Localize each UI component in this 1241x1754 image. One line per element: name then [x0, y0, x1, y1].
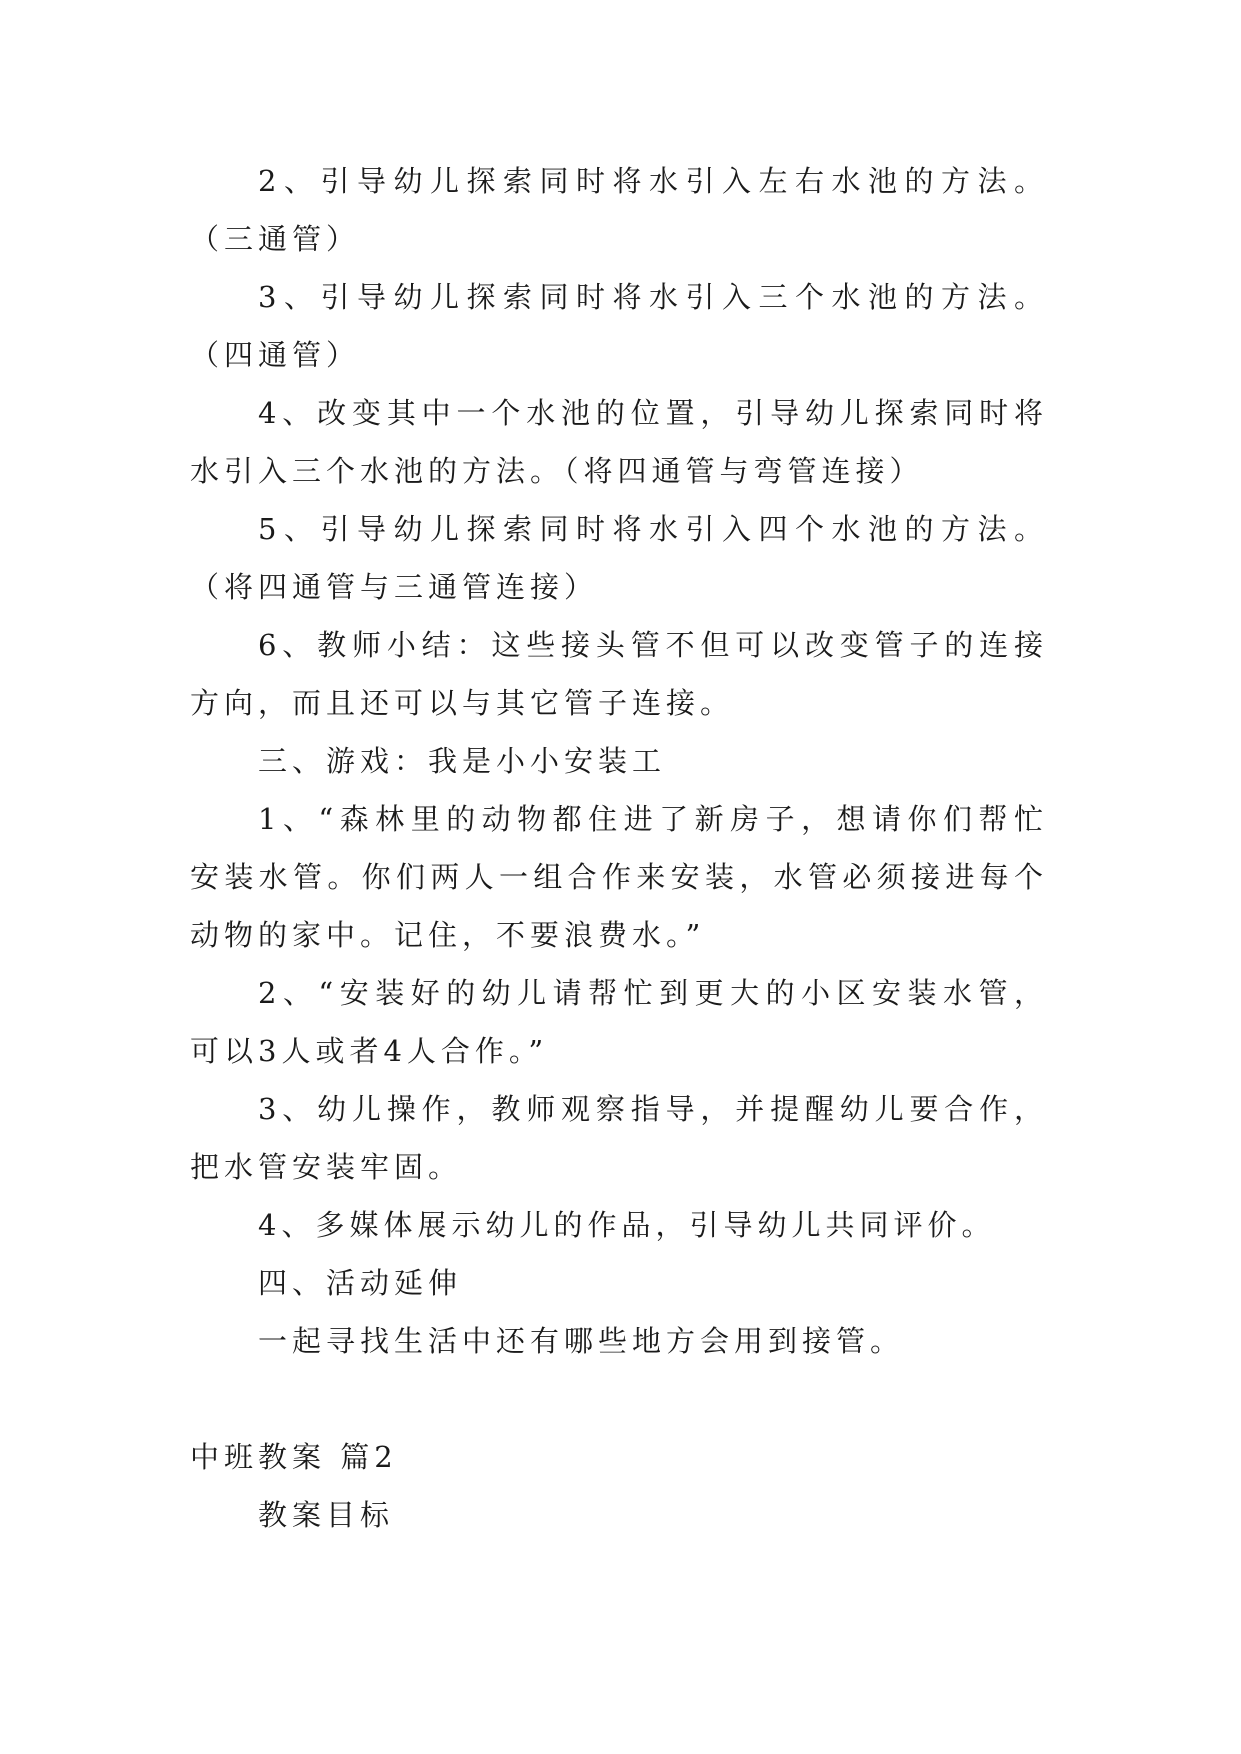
paragraph-step-2: 2、引导幼儿探索同时将水引入左右水池的方法。（三通管）: [190, 164, 1048, 256]
paragraph-step-6: 6、教师小结：这些接头管不但可以改变管子的连接方向，而且还可以与其它管子连接。: [190, 628, 1048, 720]
paragraph-step-5: 5、引导幼儿探索同时将水引入四个水池的方法。（将四通管与三通管连接）: [190, 512, 1048, 604]
paragraph-game-3: 3、幼儿操作，教师观察指导，并提醒幼儿要合作，把水管安装牢固。: [190, 1092, 1048, 1184]
paragraph-game-1: 1、“森林里的动物都住进了新房子，想请你们帮忙安装水管。你们两人一组合作来安装，水管必须接进每个动物的家中。记住，不要浪费水。”: [190, 802, 1048, 952]
document-body: [190, 152, 1048, 1544]
paragraph-extension: 一起寻找生活中还有哪些地方会用到接管。: [258, 1324, 905, 1358]
paragraph-game-4: 4、多媒体展示幼儿的作品，引导幼儿共同评价。: [258, 1208, 996, 1242]
section-heading-extension: 四、活动延伸: [258, 1266, 463, 1300]
paragraph-game-2: 2、“安装好的幼儿请帮忙到更大的小区安装水管，可以3人或者4人合作。”: [190, 976, 1048, 1068]
paragraph-step-3: 3、引导幼儿探索同时将水引入三个水池的方法。（四通管）: [190, 280, 1048, 372]
paragraph-step-4: 4、改变其中一个水池的位置，引导幼儿探索同时将水引入三个水池的方法。（将四通管与弯管连接）: [190, 396, 1048, 488]
lesson-plan-heading: 中班教案 篇2: [190, 1440, 398, 1474]
section-heading-game: 三、游戏：我是小小安装工: [258, 744, 667, 778]
blank-line: [190, 1370, 1048, 1428]
lesson-objectives-heading: 教案目标: [258, 1498, 395, 1532]
